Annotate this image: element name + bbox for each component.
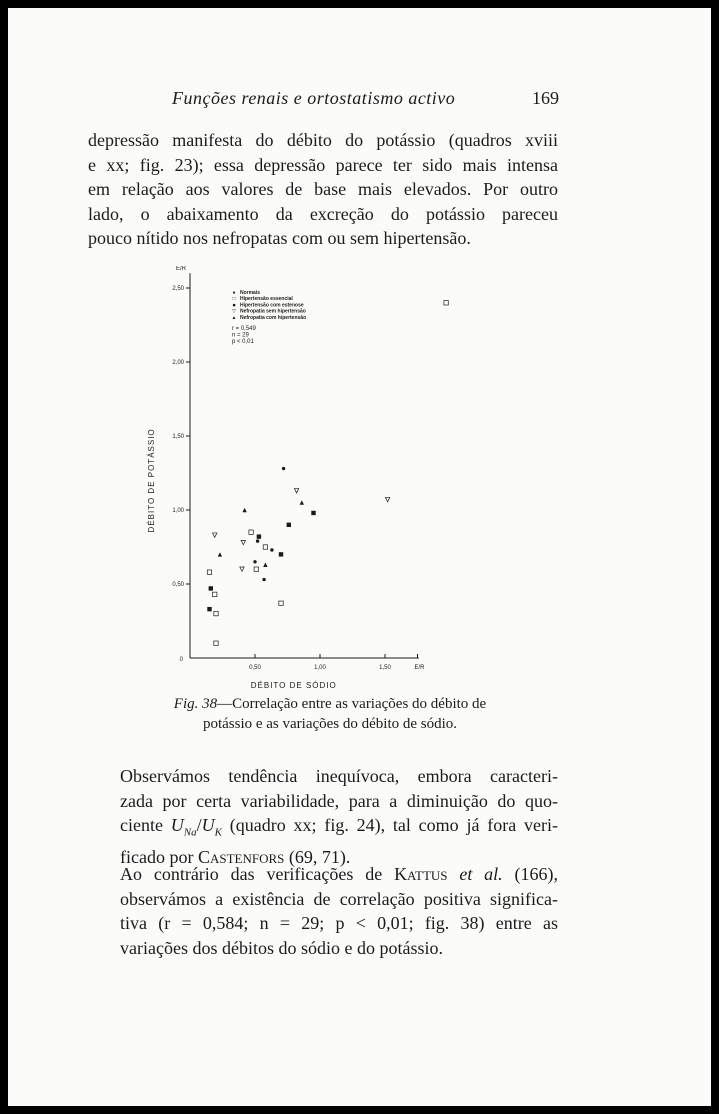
paragraph-1-line: em relação aos valores de base mais elevados. Por outro bbox=[88, 179, 558, 199]
x-axis-label: DÉBITO DE SÓDIO bbox=[250, 681, 337, 690]
text-fragment: ficado por bbox=[120, 847, 194, 868]
x-tick-label: 0,50 bbox=[249, 665, 261, 671]
legend-marker: ▽ bbox=[232, 308, 236, 315]
x-tick-label: 1,00 bbox=[314, 665, 326, 671]
data-point bbox=[214, 611, 218, 615]
paragraph-2 bbox=[88, 764, 558, 870]
legend-label: Nefropatia sem hipertensão bbox=[240, 308, 306, 315]
paragraph-3-line: variações dos débitos do sódio e do potássio. bbox=[120, 937, 443, 958]
data-point bbox=[256, 539, 259, 542]
data-point bbox=[240, 567, 244, 571]
paragraph-3 bbox=[88, 862, 558, 960]
data-point bbox=[279, 552, 283, 556]
data-point bbox=[444, 301, 448, 305]
paragraph-1-line: lado, o abaixamento da excreção do potássio pareceu bbox=[88, 203, 558, 224]
paragraph-2-line: Observámos tendência inequívoca, embora caracteri- bbox=[120, 766, 558, 786]
data-point bbox=[257, 534, 261, 538]
page-header bbox=[0, 88, 719, 112]
data-point bbox=[241, 540, 245, 544]
paragraph-3-line: observámos a existência de correlação positiva significa- bbox=[120, 888, 558, 909]
x-unit-label: E/R bbox=[414, 665, 425, 671]
y-tick-label: 0,50 bbox=[172, 582, 184, 588]
caption-text: —Correlação entre as variações do débito de potássio e as variações do débito de sódio. bbox=[202, 696, 487, 732]
data-point bbox=[279, 601, 283, 605]
y-axis-label: DÉBITO DE POTÁSSIO bbox=[147, 428, 156, 533]
legend-label: Hipertensão com estenose bbox=[240, 302, 304, 309]
data-point bbox=[207, 607, 211, 611]
data-point bbox=[287, 523, 291, 527]
data-point bbox=[263, 545, 267, 549]
legend-marker: ▲ bbox=[231, 314, 237, 321]
una-symbol: $U_{Na}$ bbox=[170, 815, 197, 839]
caption-label: Fig. 38 bbox=[173, 696, 218, 712]
author-name: Castenfors bbox=[197, 847, 285, 868]
data-point bbox=[262, 578, 265, 581]
paragraph-1 bbox=[88, 128, 558, 251]
text-fragment: (quadro xx; fig. 24), tal como já fora veri- bbox=[221, 815, 558, 835]
data-point bbox=[300, 500, 304, 504]
origin-label: 0 bbox=[179, 657, 183, 663]
stats-label: r = 0,549 bbox=[232, 326, 256, 332]
y-unit-label: E/R bbox=[175, 266, 187, 273]
data-point bbox=[207, 570, 211, 574]
data-point bbox=[209, 586, 213, 590]
paragraph-2-line: zada por certa variabilidade, para a diminuição do quo- bbox=[120, 790, 558, 811]
data-point bbox=[253, 560, 256, 563]
text-fragment: (69, 71). bbox=[284, 847, 351, 868]
data-point bbox=[294, 489, 298, 493]
paragraph-1-line: e xx; fig. 23); essa depressão parece ter sido mais intensa bbox=[88, 154, 558, 175]
running-title: Funções renais e ortostatismo activo bbox=[172, 88, 456, 108]
scatter-chart bbox=[110, 266, 530, 696]
uk-symbol: $U_K$ bbox=[201, 815, 222, 839]
text-fragment: ciente bbox=[120, 815, 163, 835]
paragraph-1-line: pouco nítido nos nefropatas com ou sem hipertensão. bbox=[88, 228, 471, 248]
data-point bbox=[218, 552, 222, 556]
stats-label: n = 29 bbox=[232, 332, 249, 339]
author-name: Kattus bbox=[394, 864, 448, 884]
data-point bbox=[385, 497, 389, 501]
data-point bbox=[254, 567, 258, 571]
data-point bbox=[270, 548, 273, 551]
y-tick-label: 2,00 bbox=[172, 360, 184, 366]
data-point bbox=[263, 563, 267, 567]
data-point bbox=[213, 533, 217, 537]
legend-marker: □ bbox=[232, 296, 236, 303]
data-point bbox=[242, 508, 246, 512]
data-point bbox=[214, 641, 218, 645]
data-point bbox=[249, 530, 253, 534]
legend-marker: ■ bbox=[232, 302, 236, 309]
legend-label: Normais bbox=[240, 290, 261, 296]
paragraph-1-line: depressão manifesta do débito do potássio (quadros xviii bbox=[88, 130, 558, 150]
data-point bbox=[311, 511, 315, 515]
x-tick-label: 1,50 bbox=[379, 665, 391, 671]
paragraph-3-line: tiva (r = 0,584; n = 29; p < 0,01; fig. 38) entre as bbox=[120, 913, 558, 933]
data-point bbox=[282, 467, 285, 470]
data-point bbox=[213, 592, 217, 596]
legend-marker: ● bbox=[232, 290, 236, 296]
y-tick-label: 2,50 bbox=[172, 286, 184, 292]
legend-label: Nefropatia com hipertensão bbox=[240, 314, 307, 321]
legend-label: Hipertensão essencial bbox=[240, 296, 293, 303]
page-number: 169 bbox=[532, 88, 559, 108]
y-tick-label: 1,50 bbox=[172, 434, 184, 440]
stats-label: p < 0,01 bbox=[232, 339, 254, 345]
figure-caption bbox=[150, 694, 510, 734]
paragraph-2-line: ciente $U_{Na}/U_K$ (quadro xx; fig. 24), tal como já fora veri- bbox=[120, 815, 558, 839]
y-tick-label: 1,00 bbox=[172, 508, 184, 514]
paragraph-3-line: Ao contrário das verificações de Kattus et al. (166), bbox=[120, 864, 559, 884]
